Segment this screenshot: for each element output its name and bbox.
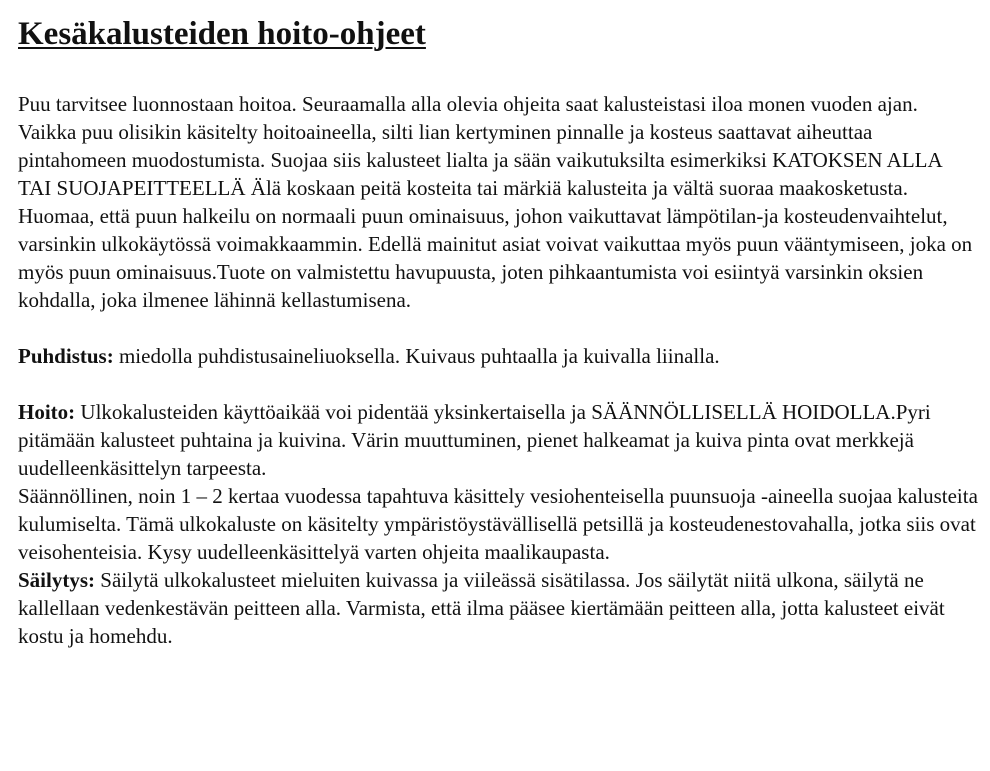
care-details-paragraph: Säännöllinen, noin 1 – 2 kertaa vuodessa tapahtuva käsittely vesiohenteisella puunsuoja -aineella suojaa kalusteita kulumiselta. Tämä ulkokaluste on käsitelty ympäristöystävällisellä petsillä ja kosteudenestovahalla, jotka siis ovat veisohenteisia. Kysy uudelleenkäsittelyä varten ohjeita maalikaupasta. bbox=[18, 484, 978, 564]
care-text: Ulkokalusteiden käyttöaikää voi pidentää yksinkertaisella ja SÄÄNNÖLLISELLÄ HOIDOLLA.Pyri pitämään kalusteet puhtaina ja kuivina. Värin muuttuminen, pienet halkeamat ja kuiva pinta ovat merkkejä uudelleenkäsittelyn tarpeesta. bbox=[18, 400, 931, 480]
care-label: Hoito: bbox=[18, 400, 76, 424]
paragraph-gap bbox=[18, 314, 972, 342]
intro-details-paragraph: Vaikka puu olisikin käsitelty hoitoaineella, silti lian kertyminen pinnalle ja kosteus saattavat aiheuttaa pintahomeen muodostumista. Suojaa siis kalusteet lialta ja sään vaikutuksilta esimerkiksi KATOKSEN ALLA TAI SUOJAPEITTEELLÄ Älä koskaan peitä kosteita tai märkiä kalusteita ja vältä suoraa maakosketusta. Huomaa, että puun halkeilu on normaali puun ominaisuus, johon vaikuttavat lämpötilan-ja kosteudenvaihtelut, varsinkin ulkokäytössä voimakkaammin. Edellä mainitut asiat voivat vaikuttaa myös puun vääntymiseen, joka on myös puun ominaisuus.Tuote on valmistettu havupuusta, joten pihkaantumista voi esiintyä varsinkin oksien kohdalla, joka ilmenee lähinnä kellastumisena. bbox=[18, 120, 973, 312]
storage-text: Säilytä ulkokalusteet mieluiten kuivassa ja viileässä sisätilassa. Jos säilytät niitä ulkona, säilytä ne kallellaan vedenkestävän peitteen alla. Varmista, että ilma pääsee kiertämään peitteen alla, jotta kalusteet eivät kostu ja homehdu. bbox=[18, 568, 945, 648]
paragraph-gap bbox=[18, 370, 972, 398]
intro-paragraph: Puu tarvitsee luonnostaan hoitoa. Seuraamalla alla olevia ohjeita saat kalusteistasi iloa monen vuoden ajan. bbox=[18, 92, 918, 116]
storage-section bbox=[18, 566, 978, 650]
care-section bbox=[18, 398, 978, 482]
cleaning-section bbox=[18, 342, 978, 370]
storage-label: Säilytys: bbox=[18, 568, 96, 592]
page-title: Kesäkalusteiden hoito-ohjeet bbox=[18, 16, 426, 52]
cleaning-text: miedolla puhdistusaineliuoksella. Kuivaus puhtaalla ja kuivalla liinalla. bbox=[113, 344, 720, 368]
cleaning-label: Puhdistus: bbox=[18, 344, 114, 368]
